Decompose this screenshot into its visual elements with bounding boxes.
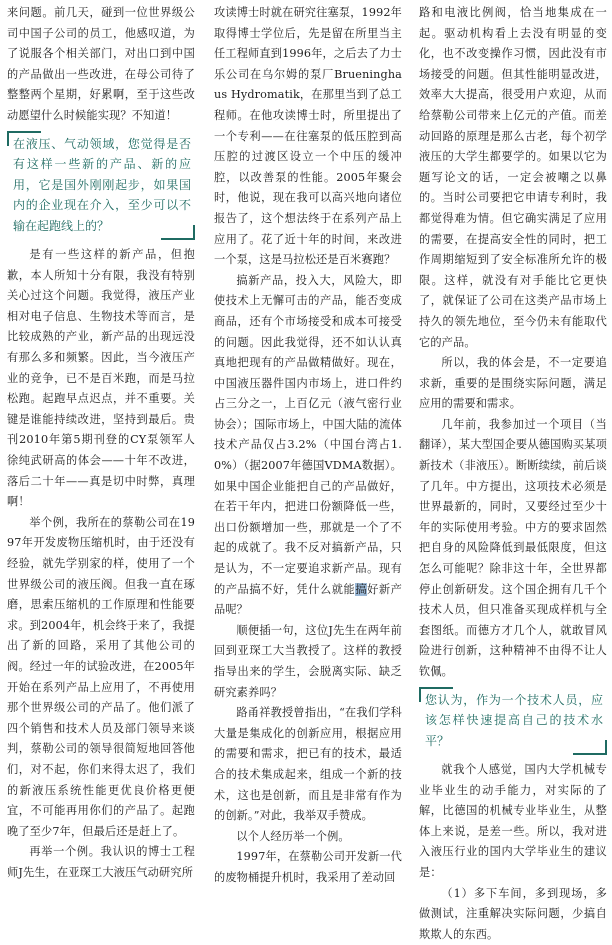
paragraph (214, 271, 402, 621)
paragraph: 再举一个例。我认识的博士工程师J先生，在亚琛工大液压气动研究所 (7, 845, 195, 879)
callout-corner-top (419, 687, 453, 702)
paragraph: 路甬祥教授曾指出，“在我们学科大量是集成化的创新应用，根据应用的需要和需求，把已有的技术，最适合的技术集成起来，组成一个新的技术，这也是创新，而且是非常有作为的创新。”对此，我举双手赞成。 (214, 706, 402, 823)
column-2 (214, 3, 402, 889)
paragraph: 来问题。前几天，碰到一位世界级公司中国子公司的员工，他感叹道，为了说服各个相关部门，对出口到中国的产品做出一些改进，在母公司待了整整两个星期，好累啊，至于这些改动愿望什么时候能实现？不知道！ (7, 6, 195, 122)
callout-corner-bottom (573, 740, 607, 755)
callout-corner-top (7, 131, 41, 146)
paragraph: （1）多下车间，多到现场，多做测试，注重解决实际问题，少搞自欺欺人的东西。 (419, 886, 607, 941)
paragraph: 举个例，我所在的蔡勒公司在1997年开发废物压缩机时，由于还没有经验，就先学别家的样，使用了一个世界级公司的液压阀。但我一直在琢磨，思索压缩机的工作原理和性能要求。到2004年，机会终于来了，我提出了新的回路，采用了其他公司的阀。经过一年的试验改进，在2005年开始在系列产品上应用了，不再使用那个世界级公司的产品了。他们派了四个销售和技术人员及部门领导来谈判，蔡勒公司的领导很简短地回答他们，对不起，你们来得太迟了，我们的新液压系统性能更优良价格更便宜，不可能再用你们的产品了。起跑晚了至少7年，但最后还是赶上了。 (7, 515, 195, 838)
paragraph: 以个人经历举一个例。 (236, 829, 350, 843)
paragraph: 所以，我的体会是，不一定要追求新，重要的是围绕实际问题，满足应用的需要和需求。 (419, 356, 607, 411)
question-callout (419, 687, 607, 756)
column-3 (419, 3, 607, 945)
paragraph: 是有一些这样的新产品，但抱歉，本人所知十分有限，我没有特别关心过这个问题。我觉得，液压产业相对电子信息、生物技术等而言，是比较成熟的产业，新产品的出现远没有那么多和频繁。因此，当今液压产业的竞争，已不是百米跑，而是马拉松跑。起跑早点迟点，并不重要。关键是谁能持续改进，坚持到最后。贵刊2010年第5期刊登的CY泵领军人徐纯武研高的体会——十年不改进，落后二十年——真是切中时弊，真理啊！ (7, 248, 195, 509)
paragraph: 1997年，在蔡勒公司开发新一代的废物桶提升机时，我采用了差动回 (214, 850, 402, 884)
question-text: 您认为，作为一个技术人员，应该怎样快速提高自己的技术水平？ (425, 692, 603, 748)
paragraph: 路和电液比例阀，恰当地集成在一起。驱动机构看上去没有明显的变化，也不改变操作习惯，因此没有市场接受的问题。但其性能明显改进，效率大大提高，很受用户欢迎，从而给蔡勒公司带来上亿元的产值。而差动回路的原理是那么古老，每个初学液压的大学生都要学的。如果以它为题写论文的话，一定会被嘲之以鼻的。当时公司要把它申请专利时，我都觉得难为情。但它确实满足了应用的需要，在提高安全性的同时，把工作周期缩短到了安全标准所允许的极限。这样，就没有对手能比它更快了，就保证了公司在这类产品市场上持久的领先地位，至今仍未有能取代它的产品。 (419, 6, 607, 349)
paragraph: 就我个人感觉，国内大学机械专业毕业生的动手能力，对实际的了解，比德国的机械专业毕业生，从整体上来说，是差一些。所以，我对进入液压行业的国内大学毕业生的建议是： (419, 763, 607, 880)
question-callout (7, 131, 195, 241)
paragraph-text-end: 好新产品呢？ (214, 582, 402, 617)
question-text: 在液压、气动领域，您觉得是否有这样一些新的产品、新的应用，它是国外刚刚起步，如果国内的企业现在介入，至少可以不输在起跑线上的？ (13, 136, 191, 233)
paragraph: 攻读博士时就在研究往塞泵，1992年取得博士学位后，先是留在所里当主任工程师直到1996年，之后去了力士乐公司在乌尔姆的泵厂Brueninghaus Hydromatik，在那里当到了总工程师。在他攻读博士时，所里提出了一个专利——在往塞泵的低压腔到高压腔的过渡区设立一个中压的缓冲腔，以改善泵的性能。2005年聚会时，他说，现在我可以高兴地向诸位报告了，这个想法终于在系列产品上应用了。花了近十年的时间，来改进一个泵，这是马拉松还是百米赛跑？ (214, 6, 402, 267)
paragraph: 顺便插一句，这位J先生在两年前回到亚琛工大当教授了。这样的教授指导出来的学生，会脱离实际、缺乏研究素养吗？ (214, 623, 402, 699)
paragraph: 几年前，我参加过一个项目（当翻译），某大型国企要从德国购买某项新技术（非液压）。断断续续，前后谈了几年。中方提出，这项技术必须是世界最新的，同时，又要经过至少十年的实际使用考验。中方的要求固然把自身的风险降低到最低限度，但这怎么可能呢？除非这十年，全世界都停止创新研发。这个国企拥有几千个技术人员，但只准备买现成样机与全套图纸。而德方才几个人，就敢冒风险进行创新，这种精神不由得不让人钦佩。 (419, 417, 607, 678)
callout-corner-bottom (161, 225, 195, 240)
column-1 (7, 3, 195, 883)
paragraph-text: 搞新产品，投入大，风险大，即使技术上无懈可击的产品，能否变成商品，还有个市场接受和成本可接受的问题。因此我觉得，还不如认认真真地把现有的产品做精做好。现在，中国液压器件国内市场上，进口件约占三分之一，上百亿元（液气密行业协会）；国际市场上，中国大陆的流体技术产品仅占3.2%（中国台湾占1.0%）（据2007年德国VDMA数据）。如果中国企业能把自己的产品做好，在若干年内，把进口份额降低一些，出口份额增加一些，那就是一个了不起的成就了。我不反对搞新产品，只是认为，不一定要追求新产品。现有的产品搞不好，凭什么就能 (214, 273, 402, 596)
text-selection-highlight: 搞 (355, 582, 368, 596)
